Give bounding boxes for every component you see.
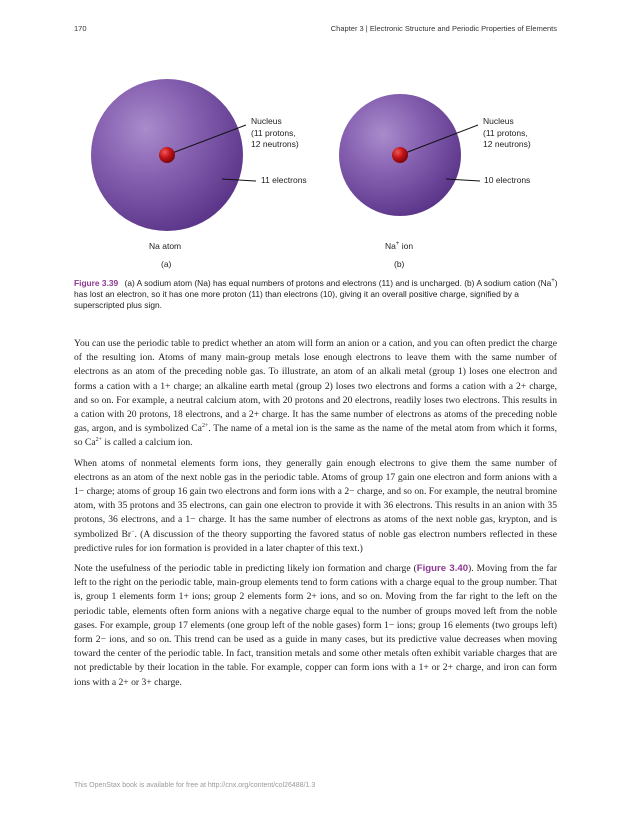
p2-sup: −: [131, 528, 135, 535]
page-footer: This OpenStax book is available for free at http://cnx.org/content/col26488/1.3: [74, 782, 316, 789]
paragraph-3: [74, 562, 557, 690]
p1-sup-2: 2+: [95, 437, 102, 444]
figure-3-39: [0, 60, 630, 280]
protons-text: (11 protons,: [483, 127, 528, 138]
p3-text-a: Note the usefulness of the periodic table in predicting likely ion formation and charge (: [74, 563, 417, 575]
na-atom-nucleus: [159, 147, 175, 163]
page-number: 170: [74, 24, 87, 33]
nucleus-text: Nucleus: [483, 116, 514, 126]
na-ion-nucleus: [392, 147, 408, 163]
page-header: [0, 24, 630, 38]
na-atom-electrons-label: 11 electrons: [261, 175, 307, 185]
na-atom-name: Na atom: [149, 241, 182, 251]
paragraph-2: [74, 457, 557, 556]
na-ion-name: [385, 241, 413, 253]
ion-word: ion: [399, 241, 414, 251]
neutrons-text: 12 neutrons): [483, 139, 531, 149]
caption-text-1: (a) A sodium atom (Na) has equal numbers of protons and electrons (11) and is uncharged. (b) A sodium cation (Na: [124, 278, 552, 288]
figure-number: Figure 3.39: [74, 278, 119, 288]
p1-text-b: . The name of a metal ion is the same as the name of the metal atom from which it forms, so Ca: [74, 423, 558, 449]
nucleus-text: Nucleus: [251, 116, 282, 126]
chapter-title: Chapter 3 | Electronic Structure and Periodic Properties of Elements: [330, 24, 557, 33]
p3-text-b: ). Moving from the far left to the right on the periodic table, main-group elements tend to form cations with a charge equal to the group number. That is, group 1 elements form 1+ ions; group 2 elements form 2+ ions, and so on. Moving from the far right to the left on the periodic table, elements often form anions with a negative charge equal to the number of groups moved left from the noble gases. For example, group 17 elements (one group left of the noble gases) form 1− ions; group 16 elements (two groups left) form 2− ions, and so on. This trend can be used as a guide in many cases, but its predictive value decreases when moving toward the center of the periodic table. In fact, transition metals and some other metals often exhibit variable charges that are not predictable by their location in the table. For example, copper can form ions with a 1+ or 2+ charge, and iron can form ions with a 2+ or 3+ charge.: [74, 563, 558, 688]
figure-3-40-link[interactable]: Figure 3.40: [416, 563, 469, 575]
na-ion-electrons-label: 10 electrons: [484, 175, 531, 185]
ion-charge: +: [395, 241, 400, 248]
neutrons-text: 12 neutrons): [251, 139, 299, 149]
na-ion-letter: (b): [394, 259, 405, 269]
caption-sup: +: [551, 278, 555, 285]
caption-text-2: ) has lost an electron, so it has one more proton (11) than electrons (10), giving it an overall positive charge, signified by a superscripted plus sign.: [74, 278, 558, 310]
p2-text-b: . (A discussion of the theory supporting the favored status of noble gas electron numbers reflected in these predictive rules for ion formation is provided in a later chapter of this text.): [74, 528, 557, 554]
na-atom-nucleus-label: [251, 116, 299, 151]
paragraph-1: [74, 337, 557, 451]
atom-illustration: [0, 60, 630, 280]
p1-text-a: You can use the periodic table to predict whether an atom will form an anion or a cation, and you can often predict the charge of the resulting ion. Atoms of many main-group metals lose enough electrons to leave them with the same number of electrons as an atom of the preceding noble gas. To illustrate, an atom of an alkali metal (group 1) loses one electron and forms a cation with a 1+ charge; an alkaline earth metal (group 2) loses two electrons and forms a cation with a 2+ charge, and so on. For example, a neutral calcium atom, with 20 protons and 20 electrons, readily loses two electrons. This results in a cation with 20 protons, 18 electrons, and a 2+ charge. It has the same number of electrons as atoms of the preceding noble gas, argon, and is symbolized Ca: [74, 338, 557, 435]
na-atom-letter: (a): [161, 259, 172, 269]
ion-symbol: Na: [385, 241, 396, 251]
na-ion-nucleus-label: [483, 116, 531, 151]
body-text: [74, 337, 557, 696]
p1-text-c: is called a calcium ion.: [101, 437, 193, 449]
p1-sup-1: 2+: [201, 423, 209, 430]
p2-text-a: When atoms of nonmetal elements form ions, they generally gain enough electrons to give them the same number of electrons as an atom of the next noble gas in the periodic table. Atoms of group 17 gain one electron and form anions with a 1− charge; atoms of group 16 gain two electrons and form ions with a 2− charge, and so on. For example, the neutral bromine atom, with 35 protons and 35 electrons, can gain one electron to provide it with 36 electrons. This results in an anion with 35 protons, 36 electrons, and a 1− charge. It has the same number of electrons as atoms of the next noble gas, krypton, and is symbolized Br: [74, 457, 557, 540]
protons-text: (11 protons,: [251, 127, 296, 138]
figure-caption: [74, 278, 560, 311]
